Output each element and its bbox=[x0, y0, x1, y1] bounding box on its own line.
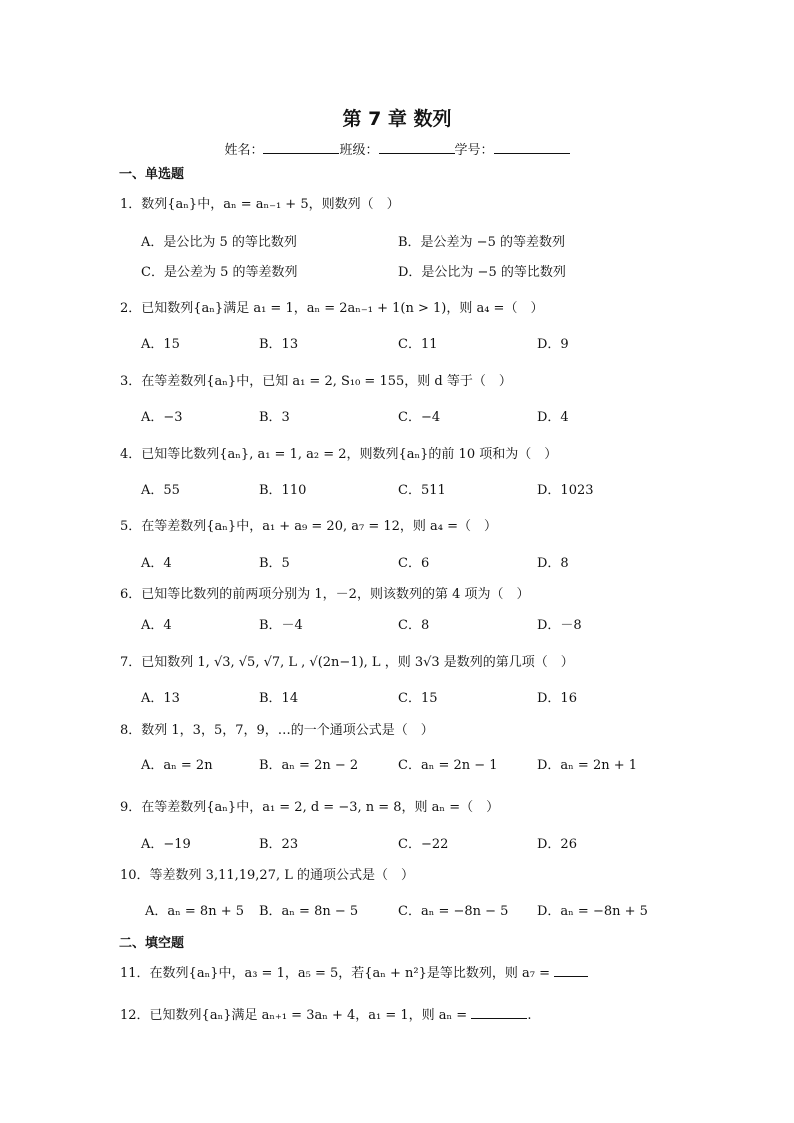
question-1-option-c[interactable]: C．是公差为 5 的等差数列 bbox=[141, 265, 298, 280]
question-8-option-a[interactable]: A．aₙ = 2n bbox=[141, 758, 213, 773]
question-7-option-a[interactable]: A．13 bbox=[141, 691, 180, 706]
question-4-option-a[interactable]: A．55 bbox=[141, 483, 180, 498]
question-12-tail: . bbox=[527, 1008, 532, 1023]
student-info-line bbox=[0, 139, 794, 158]
id-blank[interactable] bbox=[494, 141, 570, 154]
section-heading-single-choice: 一、单选题 bbox=[119, 167, 185, 182]
question-9: 9．在等差数列{aₙ}中，a₁ = 2, d = −3, n = 8，则 aₙ =（ ） bbox=[120, 800, 500, 815]
question-2-option-c[interactable]: C．11 bbox=[398, 337, 438, 352]
question-7-option-d[interactable]: D．16 bbox=[537, 691, 577, 706]
question-9-option-d[interactable]: D．26 bbox=[537, 837, 577, 852]
question-6-option-c[interactable]: C．8 bbox=[398, 618, 430, 633]
question-2-option-a[interactable]: A．15 bbox=[141, 337, 180, 352]
question-6: 6．已知等比数列的前两项分别为 1，－2，则该数列的第 4 项为（ ） bbox=[120, 587, 530, 602]
question-10-option-a[interactable]: A．aₙ = 8n + 5 bbox=[145, 904, 244, 919]
question-5-option-c[interactable]: C．6 bbox=[398, 556, 430, 571]
question-5-option-b[interactable]: B．5 bbox=[259, 556, 290, 571]
question-4-option-c[interactable]: C．511 bbox=[398, 483, 446, 498]
question-1-option-a[interactable]: A．是公比为 5 的等比数列 bbox=[141, 235, 297, 250]
question-10-option-b[interactable]: B．aₙ = 8n − 5 bbox=[259, 904, 359, 919]
question-6-option-a[interactable]: A．4 bbox=[141, 618, 172, 633]
id-label: 学号： bbox=[454, 143, 494, 158]
question-8-option-b[interactable]: B．aₙ = 2n − 2 bbox=[259, 758, 359, 773]
question-9-option-c[interactable]: C．−22 bbox=[398, 837, 449, 852]
question-5-option-d[interactable]: D．8 bbox=[537, 556, 569, 571]
name-label: 姓名： bbox=[224, 143, 264, 158]
question-8: 8．数列 1，3，5，7，9，…的一个通项公式是（ ） bbox=[120, 723, 434, 738]
question-2-option-b[interactable]: B．13 bbox=[259, 337, 299, 352]
question-7-option-b[interactable]: B．14 bbox=[259, 691, 299, 706]
question-10: 10．等差数列 3,11,19,27, L 的通项公式是（ ） bbox=[120, 868, 414, 883]
question-7-option-c[interactable]: C．15 bbox=[398, 691, 438, 706]
question-10-option-c[interactable]: C．aₙ = −8n − 5 bbox=[398, 904, 509, 919]
section-heading-fill-in: 二、填空题 bbox=[119, 936, 185, 951]
question-6-option-d[interactable]: D．－8 bbox=[537, 618, 582, 633]
question-12-answer-blank[interactable] bbox=[471, 1007, 527, 1019]
question-9-option-b[interactable]: B．23 bbox=[259, 837, 299, 852]
page-title: 第 7 章 数列 bbox=[342, 108, 452, 130]
question-1-option-d[interactable]: D．是公比为 −5 的等比数列 bbox=[398, 265, 566, 280]
question-10-option-d[interactable]: D．aₙ = −8n + 5 bbox=[537, 904, 648, 919]
question-11-answer-blank[interactable] bbox=[554, 965, 588, 977]
question-4-option-d[interactable]: D．1023 bbox=[537, 483, 594, 498]
question-3: 3．在等差数列{aₙ}中，已知 a₁ = 2, S₁₀ = 155，则 d 等于（ ） bbox=[120, 374, 512, 389]
question-3-option-d[interactable]: D．4 bbox=[537, 410, 569, 425]
question-5: 5．在等差数列{aₙ}中，a₁ + a₉ = 20, a₇ = 12，则 a₄ =（ ） bbox=[120, 519, 498, 534]
question-1-option-b[interactable]: B．是公差为 −5 的等差数列 bbox=[398, 235, 565, 250]
question-12-text: 12．已知数列{aₙ}满足 aₙ₊₁ = 3aₙ + 4，a₁ = 1，则 aₙ = bbox=[120, 1008, 468, 1023]
question-2: 2．已知数列{aₙ}满足 a₁ = 1，aₙ = 2aₙ₋₁ + 1(n > 1)，则 a₄ =（ ） bbox=[120, 301, 544, 316]
question-4-option-b[interactable]: B．110 bbox=[259, 483, 307, 498]
question-9-option-a[interactable]: A．−19 bbox=[141, 837, 191, 852]
question-6-option-b[interactable]: B．－4 bbox=[259, 618, 303, 633]
name-blank[interactable] bbox=[263, 141, 339, 154]
question-3-option-b[interactable]: B．3 bbox=[259, 410, 290, 425]
question-7: 7．已知数列 1, √3, √5, √7, L , √(2n−1), L ，则 3√3 是数列的第几项（ ） bbox=[120, 655, 574, 670]
question-11-text: 11．在数列{aₙ}中，a₃ = 1，a₅ = 5，若{aₙ + n²}是等比数列，则 a₇ = bbox=[120, 966, 551, 981]
question-4: 4．已知等比数列{aₙ}, a₁ = 1, a₂ = 2，则数列{aₙ}的前 10 项和为（ ） bbox=[120, 447, 558, 462]
question-8-option-d[interactable]: D．aₙ = 2n + 1 bbox=[537, 758, 638, 773]
question-2-option-d[interactable]: D．9 bbox=[537, 337, 569, 352]
question-1: 1．数列{aₙ}中，aₙ = aₙ₋₁ + 5，则数列（ ） bbox=[120, 197, 400, 212]
question-3-option-a[interactable]: A．−3 bbox=[141, 410, 183, 425]
question-12 bbox=[120, 1004, 531, 1023]
question-3-option-c[interactable]: C．−4 bbox=[398, 410, 441, 425]
class-label: 班级： bbox=[339, 143, 379, 158]
question-5-option-a[interactable]: A．4 bbox=[141, 556, 172, 571]
class-blank[interactable] bbox=[379, 141, 455, 154]
question-8-option-c[interactable]: C．aₙ = 2n − 1 bbox=[398, 758, 498, 773]
question-11 bbox=[120, 962, 588, 981]
